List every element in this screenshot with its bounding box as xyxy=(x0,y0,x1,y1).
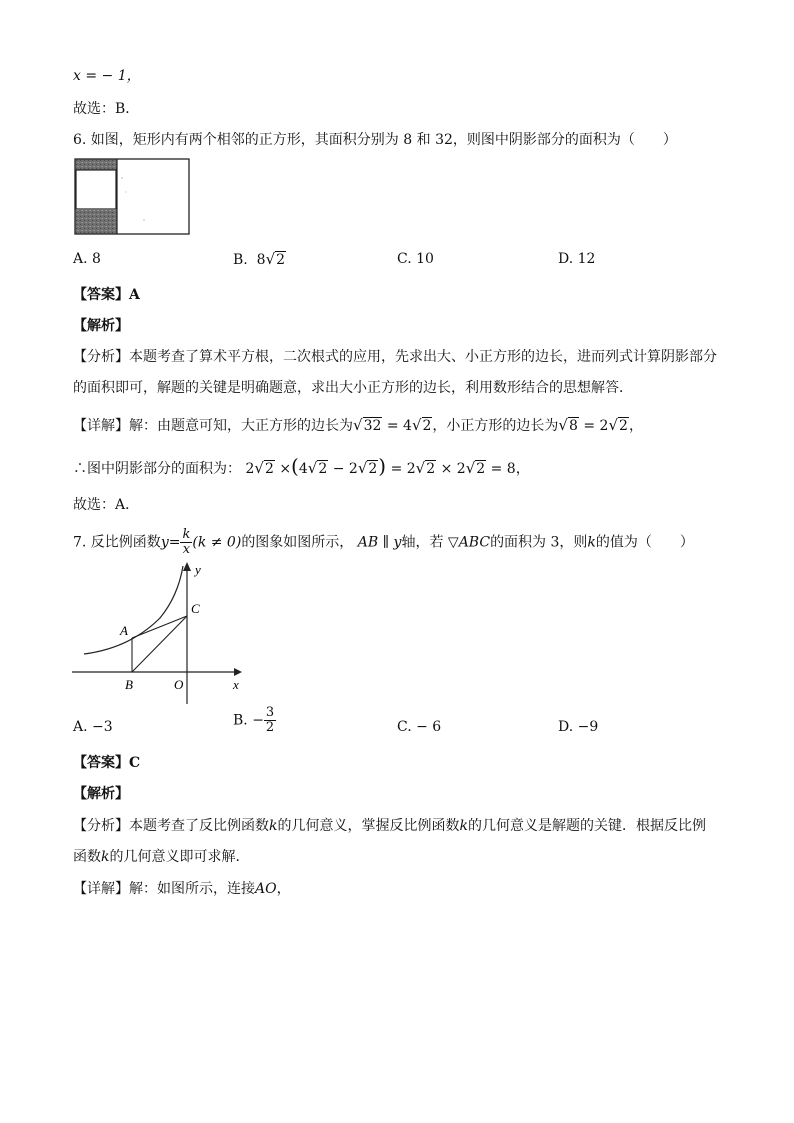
hyperbola xyxy=(84,566,183,654)
radicand-8: 8 xyxy=(568,418,578,434)
detail-prefix: 【详解】解：由题意可知，大正方形的边长为 xyxy=(73,418,353,434)
eq: = 4 xyxy=(386,418,412,434)
segment-ab: AB xyxy=(357,534,379,551)
label-o: O xyxy=(174,677,184,692)
segment-bc-line xyxy=(132,616,187,672)
shaded-bottom xyxy=(76,209,117,234)
radicand: 2 xyxy=(276,252,286,268)
var-k: k xyxy=(587,534,596,551)
denominator: x xyxy=(182,542,191,557)
q6-detail-line: 【详解】解：由题意可知，大正方形的边长为√32 = 4√2，小正方形的边长为√8 = 2√2， xyxy=(73,416,643,434)
stem-mid2: 轴，若 xyxy=(401,534,444,551)
q7-stem xyxy=(73,528,694,557)
numerator: 3 xyxy=(265,705,275,720)
q7-option-c: C. − 6 xyxy=(397,719,442,735)
segment-ao: AO xyxy=(255,881,277,897)
equation-text: x = − 1， xyxy=(73,68,141,84)
q6-analysis-line-1: 【分析】本题考查了算术平方根，二次根式的应用，先求出大、小正方形的边长，进而列式计算阴影部分 xyxy=(73,349,717,365)
condition: (k ≠ 0) xyxy=(192,534,242,551)
label-b: B xyxy=(125,677,133,692)
term: − 2 xyxy=(332,461,358,477)
q7-analysis-line-1 xyxy=(73,816,706,836)
q6-analysis-line-2: 的面积即可，解题的关键是明确题意，求出大小正方形的边长，利用数形结合的思想解答． xyxy=(73,380,633,396)
label-x: x xyxy=(233,677,239,692)
answer-text: 【答案】A xyxy=(73,287,140,303)
result: = 8， xyxy=(490,461,530,477)
radicand-32: 32 xyxy=(363,418,382,434)
q6-option-c: C. 10 xyxy=(397,251,434,267)
text: 函数 xyxy=(73,849,101,865)
detail-mid: ，小正方形的边长为 xyxy=(432,418,559,434)
q6-option-d: D. 12 xyxy=(558,251,596,267)
numerator: k xyxy=(182,527,191,542)
times: × xyxy=(279,461,292,477)
triangle-abc: ▽ABC xyxy=(447,534,491,551)
stem-end2: 的值为（ ） xyxy=(595,534,694,551)
var-k: k xyxy=(269,818,278,834)
x-axis-arrow xyxy=(234,668,242,676)
q7-analysis-line-2 xyxy=(73,847,249,867)
term: = 2 xyxy=(390,461,416,477)
prev-choice-line: 故选：B． xyxy=(73,101,140,117)
answer-text: 【答案】C xyxy=(73,755,141,771)
term: 4 xyxy=(298,461,308,477)
eq: = 2 xyxy=(583,418,609,434)
axis-y: y xyxy=(393,534,402,551)
var-k: k xyxy=(101,849,110,865)
stem-prefix: 7. 反比例函数 xyxy=(73,534,161,551)
text: 【分析】本题考查了反比例函数 xyxy=(73,818,269,834)
q7-answer xyxy=(73,753,140,773)
label-a: A xyxy=(120,623,128,638)
parallel-symbol: ∥ xyxy=(382,534,390,551)
label-c: C xyxy=(191,601,200,616)
q7-option-d: D. −9 xyxy=(558,719,599,735)
var-y: y xyxy=(160,534,169,551)
q6-figure xyxy=(74,158,192,236)
title-text: 【解析】 xyxy=(73,318,129,334)
q7-figure xyxy=(70,558,250,708)
title-text: 【解析】 xyxy=(73,786,129,802)
stem-end: 的面积为 3，则 xyxy=(490,534,588,551)
punct: ， xyxy=(628,418,643,434)
q6-calc-line: ∴图中阴影部分的面积为： 2√2 ×(4√2 − 2√2) = 2√2 × 2√2 = 8， xyxy=(73,454,530,478)
stem-mid: 的图象如图所示， xyxy=(241,534,354,551)
q7-analysis-title xyxy=(73,784,129,804)
option-prefix: B. − xyxy=(233,712,264,729)
term: 2 xyxy=(245,461,255,477)
calc-prefix: ∴图中阴影部分的面积为： xyxy=(73,461,241,477)
k-over-x xyxy=(180,528,192,557)
three-halves xyxy=(264,706,276,735)
denominator: 2 xyxy=(265,720,275,735)
q7-option-b xyxy=(233,706,276,735)
q7-detail-line xyxy=(73,879,291,899)
punct: ， xyxy=(276,881,291,897)
q6-stem: 6. 如图，矩形内有两个相邻的正方形，其面积分别为 8 和 32，则图中阴影部分的面积为（ ） xyxy=(73,132,677,148)
text: 的几何意义，掌握反比例函数 xyxy=(277,818,460,834)
small-square xyxy=(76,170,116,209)
option-letter: B. xyxy=(233,252,248,268)
term: × 2 xyxy=(440,461,466,477)
y-axis-arrow xyxy=(183,562,191,571)
text: 的几何意义即可求解． xyxy=(109,849,250,865)
var-k: k xyxy=(459,818,468,834)
prev-answer-line xyxy=(73,66,141,86)
coef: 8 xyxy=(256,252,266,268)
text: 【详解】解：如图所示，连接 xyxy=(73,881,255,897)
q6-answer xyxy=(73,285,140,305)
q6-analysis-title xyxy=(73,316,129,336)
q6-option-a: A. 8 xyxy=(73,251,101,267)
q7-option-a: A. −3 xyxy=(73,719,113,735)
shaded-top xyxy=(76,160,117,170)
eq: = xyxy=(168,534,181,551)
q6-option-b: B. 8√2 xyxy=(233,250,286,268)
label-y: y xyxy=(195,562,201,577)
q6-conclusion: 故选：A． xyxy=(73,497,140,513)
text: 的几何意义是解题的关键．根据反比例 xyxy=(467,818,706,834)
